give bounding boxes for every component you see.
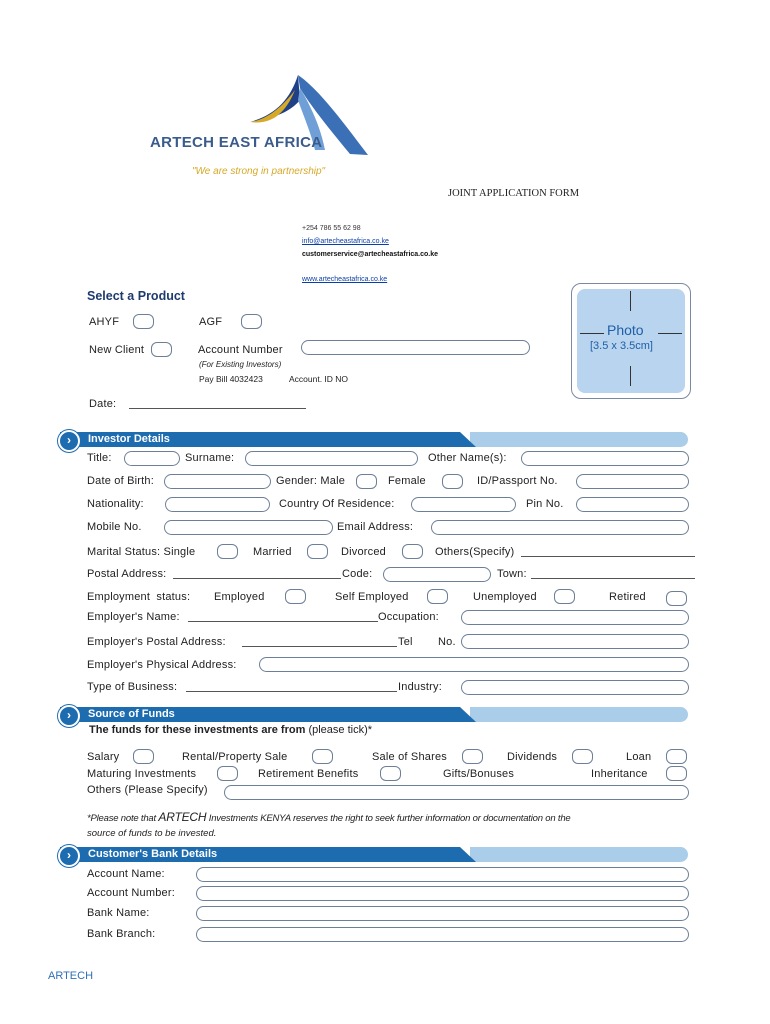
tel-no-label: No. (438, 636, 456, 648)
agf-label: AGF (199, 316, 223, 328)
business-type-label: Type of Business: (87, 681, 178, 693)
other-names-field[interactable] (521, 451, 689, 466)
ahyf-label: AHYF (89, 316, 120, 328)
married-checkbox[interactable] (307, 544, 328, 559)
title-label: Title: (87, 452, 112, 464)
dividends-checkbox[interactable] (572, 749, 593, 764)
employed-checkbox[interactable] (285, 589, 306, 604)
salary-label: Salary (87, 751, 120, 763)
nationality-label: Nationality: (87, 498, 144, 510)
chevron-right-icon: › (58, 705, 80, 727)
dob-field[interactable] (164, 474, 271, 489)
unemployed-label: Unemployed (473, 591, 537, 603)
new-client-checkbox[interactable] (151, 342, 172, 357)
contact-email-service[interactable]: customerservice@artecheastafrica.co.ke (302, 251, 439, 258)
bank-account-number-field[interactable] (196, 886, 689, 901)
form-title: JOINT APPLICATION FORM (448, 188, 580, 199)
employer-physical-field[interactable] (259, 657, 689, 672)
female-checkbox[interactable] (442, 474, 463, 489)
date-line[interactable] (129, 408, 306, 409)
employer-postal-label: Employer's Postal Address: (87, 636, 226, 648)
company-name: ARTECH EAST AFRICA (150, 134, 323, 151)
town-label: Town: (497, 568, 527, 580)
divorced-label: Divorced (341, 546, 387, 558)
bank-branch-label: Bank Branch: (87, 928, 156, 940)
account-number-field[interactable] (301, 340, 530, 355)
investor-details-title: Investor Details (88, 433, 170, 445)
bank-account-name-label: Account Name: (87, 868, 165, 880)
select-product-heading: Select a Product (87, 289, 185, 303)
loan-label: Loan (626, 751, 652, 763)
agf-checkbox[interactable] (241, 314, 262, 329)
funds-note-brand: ARTECH (158, 810, 207, 824)
unemployed-checkbox[interactable] (554, 589, 575, 604)
marital-single-label: Marital Status: Single (87, 546, 196, 558)
inheritance-label: Inheritance (591, 768, 648, 780)
employed-label: Employed (214, 591, 265, 603)
divorced-checkbox[interactable] (402, 544, 423, 559)
pin-field[interactable] (576, 497, 689, 512)
postal-label: Postal Address: (87, 568, 167, 580)
chevron-right-icon: › (58, 430, 80, 452)
photo-label: Photo (607, 322, 644, 338)
surname-field[interactable] (245, 451, 418, 466)
employment-status-label: Employment status: (87, 591, 191, 603)
email-field[interactable] (431, 520, 689, 535)
rental-label: Rental/Property Sale (182, 751, 288, 763)
nationality-field[interactable] (165, 497, 270, 512)
retired-label: Retired (609, 591, 646, 603)
country-field[interactable] (411, 497, 516, 512)
tel-field[interactable] (461, 634, 689, 649)
code-field[interactable] (383, 567, 491, 582)
tel-label: Tel (398, 636, 413, 648)
salary-checkbox[interactable] (133, 749, 154, 764)
female-label: Female (388, 475, 426, 487)
mobile-label: Mobile No. (87, 521, 142, 533)
country-label: Country Of Residence: (279, 498, 395, 510)
retirement-label: Retirement Benefits (258, 768, 359, 780)
funds-others-field[interactable] (224, 785, 689, 800)
company-slogan: "We are strong in partnership" (192, 166, 326, 177)
contact-phone: +254 786 55 62 98 (302, 225, 361, 232)
employer-postal-line[interactable] (242, 646, 397, 647)
funds-note-a: *Please note that (87, 813, 159, 824)
town-line[interactable] (531, 578, 695, 579)
occupation-label: Occupation: (378, 611, 439, 623)
bank-name-field[interactable] (196, 906, 689, 921)
married-label: Married (253, 546, 292, 558)
gender-male-label: Gender: Male (276, 475, 346, 487)
maturing-label: Maturing Investments (87, 768, 197, 780)
bank-details-bar (60, 847, 688, 862)
maturing-checkbox[interactable] (217, 766, 238, 781)
bank-name-label: Bank Name: (87, 907, 150, 919)
surname-label: Surname: (185, 452, 235, 464)
single-checkbox[interactable] (217, 544, 238, 559)
funds-note-b: Investments KENYA reserves the right to seek further information or documentation on the (206, 813, 571, 824)
bank-details-title: Customer's Bank Details (88, 848, 218, 860)
account-number-label: Account Number (198, 344, 283, 356)
dividends-label: Dividends (507, 751, 558, 763)
employer-name-label: Employer's Name: (87, 611, 180, 623)
existing-investors-note: (For Existing Investors) (199, 360, 282, 369)
ahyf-checkbox[interactable] (133, 314, 154, 329)
others-specify-label: Others(Specify) (435, 546, 515, 558)
inheritance-checkbox[interactable] (666, 766, 687, 781)
investor-details-bar (60, 432, 688, 447)
self-employed-checkbox[interactable] (427, 589, 448, 604)
contact-website[interactable]: www.artecheastafrica.co.ke (302, 276, 388, 283)
code-label: Code: (342, 568, 373, 580)
gifts-label: Gifts/Bonuses (443, 768, 515, 780)
bank-account-name-field[interactable] (196, 867, 689, 882)
funds-note (87, 810, 570, 824)
title-field[interactable] (124, 451, 180, 466)
bank-account-number-label: Account Number: (87, 887, 175, 899)
retired-checkbox[interactable] (666, 591, 687, 606)
id-passport-field[interactable] (576, 474, 689, 489)
contact-email-info[interactable]: info@artecheastafrica.co.ke (302, 238, 389, 245)
employer-physical-label: Employer's Physical Address: (87, 659, 237, 671)
funds-intro-bold: The funds for these investments are from (89, 724, 306, 736)
photo-size: [3.5 x 3.5cm] (590, 340, 653, 352)
occupation-field[interactable] (461, 610, 689, 625)
bank-branch-field[interactable] (196, 927, 689, 942)
other-names-label: Other Name(s): (428, 452, 507, 464)
business-type-line[interactable] (186, 691, 397, 692)
others-specify-line[interactable] (521, 556, 695, 557)
dob-label: Date of Birth: (87, 475, 154, 487)
funds-note-line2: source of funds to be invested. (87, 828, 217, 839)
id-passport-label: ID/Passport No. (477, 475, 558, 487)
rental-checkbox[interactable] (312, 749, 333, 764)
mobile-field[interactable] (164, 520, 333, 535)
pin-label: Pin No. (526, 498, 564, 510)
loan-checkbox[interactable] (666, 749, 687, 764)
industry-label: Industry: (398, 681, 442, 693)
funds-intro (89, 724, 372, 736)
date-label: Date: (89, 398, 117, 410)
source-of-funds-title: Source of Funds (88, 708, 175, 720)
employer-name-line[interactable] (188, 621, 378, 622)
photo-box (571, 283, 691, 399)
funds-others-label: Others (Please Specify) (87, 784, 208, 796)
industry-field[interactable] (461, 680, 689, 695)
male-checkbox[interactable] (356, 474, 377, 489)
shares-label: Sale of Shares (372, 751, 447, 763)
logo-emblem-icon (150, 70, 380, 170)
shares-checkbox[interactable] (462, 749, 483, 764)
account-id: Account. ID NO (289, 374, 349, 384)
pay-bill: Pay Bill 4032423 (199, 374, 263, 384)
source-of-funds-bar (60, 707, 688, 722)
company-logo (150, 70, 380, 170)
email-label: Email Address: (337, 521, 414, 533)
retirement-checkbox[interactable] (380, 766, 401, 781)
self-employed-label: Self Employed (335, 591, 409, 603)
postal-line[interactable] (173, 578, 341, 579)
funds-intro-rest: (please tick)* (305, 724, 373, 736)
new-client-label: New Client (89, 344, 145, 356)
footer-brand: ARTECH (48, 970, 94, 982)
chevron-right-icon: › (58, 845, 80, 867)
